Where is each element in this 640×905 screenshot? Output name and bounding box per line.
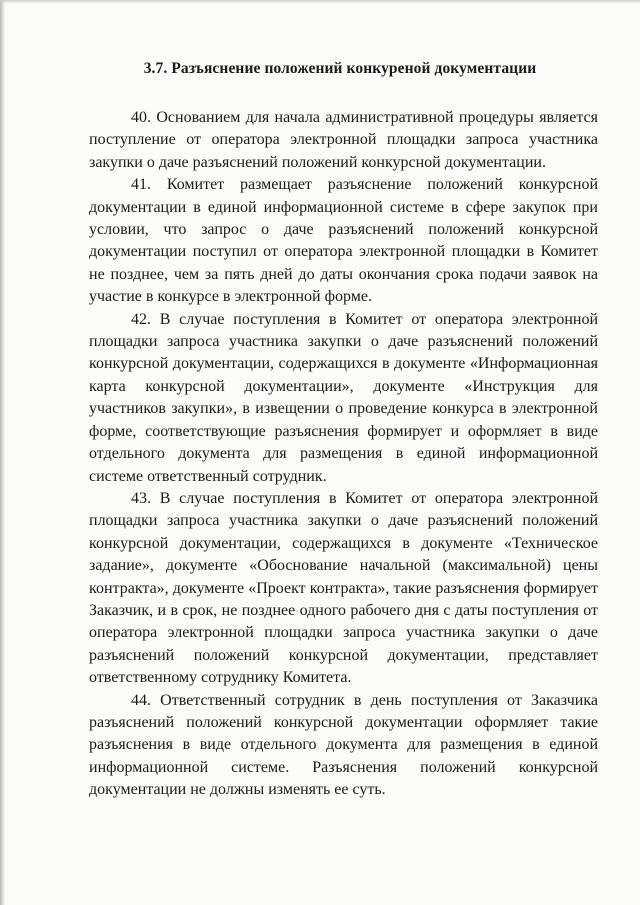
section-heading: 3.7. Разъяснение положений конкуреной документации (143, 60, 537, 77)
paragraph-40: 40. Основанием для начала административной процедуры является поступление от оператора электронной площадки запроса участника закупки о даче разъяснений положений конкурсной документации. (89, 109, 598, 171)
paragraph-41: 41. Комитет размещает разъяснение положений конкурсной документации в единой информационной системе в сфере закупок при условии, что запрос о даче разъяснений положений конкурсной документации поступил от оператора электронной площадки в Комитет не позднее, чем за пять дней до даты окончания срока подачи заявок на участие в конкурсе в электронной форме. (89, 176, 598, 306)
document-body (89, 107, 598, 802)
paragraph-43: 43. В случае поступления в Комитет от оператора электронной площадки запроса участника закупки о даче разъяснений положений конкурсной документации, содержащихся в документе «Техническое задание», документе «Обоснование начальной (максимальной) цены контракта», документе «Проект контракта», такие разъяснения формирует Заказчик, и в срок, не позднее одного рабочего дня с даты поступления от оператора электронной площадки запроса участника закупки о даче разъяснений положений конкурсной документации, представляет ответственному сотруднику Комитета. (89, 489, 598, 687)
scan-edge-top (0, 0, 640, 4)
paragraph-44: 44. Ответственный сотрудник в день поступления от Заказчика разъяснений положений конкурсной документации оформляет такие разъяснения в виде отдельного документа для размещения в единой информационной системе. Разъяснения положений конкурсной документации не должны изменять ее суть. (89, 691, 598, 799)
paragraph-42: 42. В случае поступления в Комитет от оператора электронной площадки запроса участника закупки о даче разъяснений положений конкурсной документации, содержащихся в документе «Информационная карта конкурсной документации», документе «Инструкция для участников закупки», в извещении о проведение конкурса в электронной форме, соответствующие разъяснения формирует и оформляет в виде отдельного документа для размещения в единой информационной системе ответственный сотрудник. (89, 310, 598, 485)
scan-edge-left (0, 0, 5, 905)
